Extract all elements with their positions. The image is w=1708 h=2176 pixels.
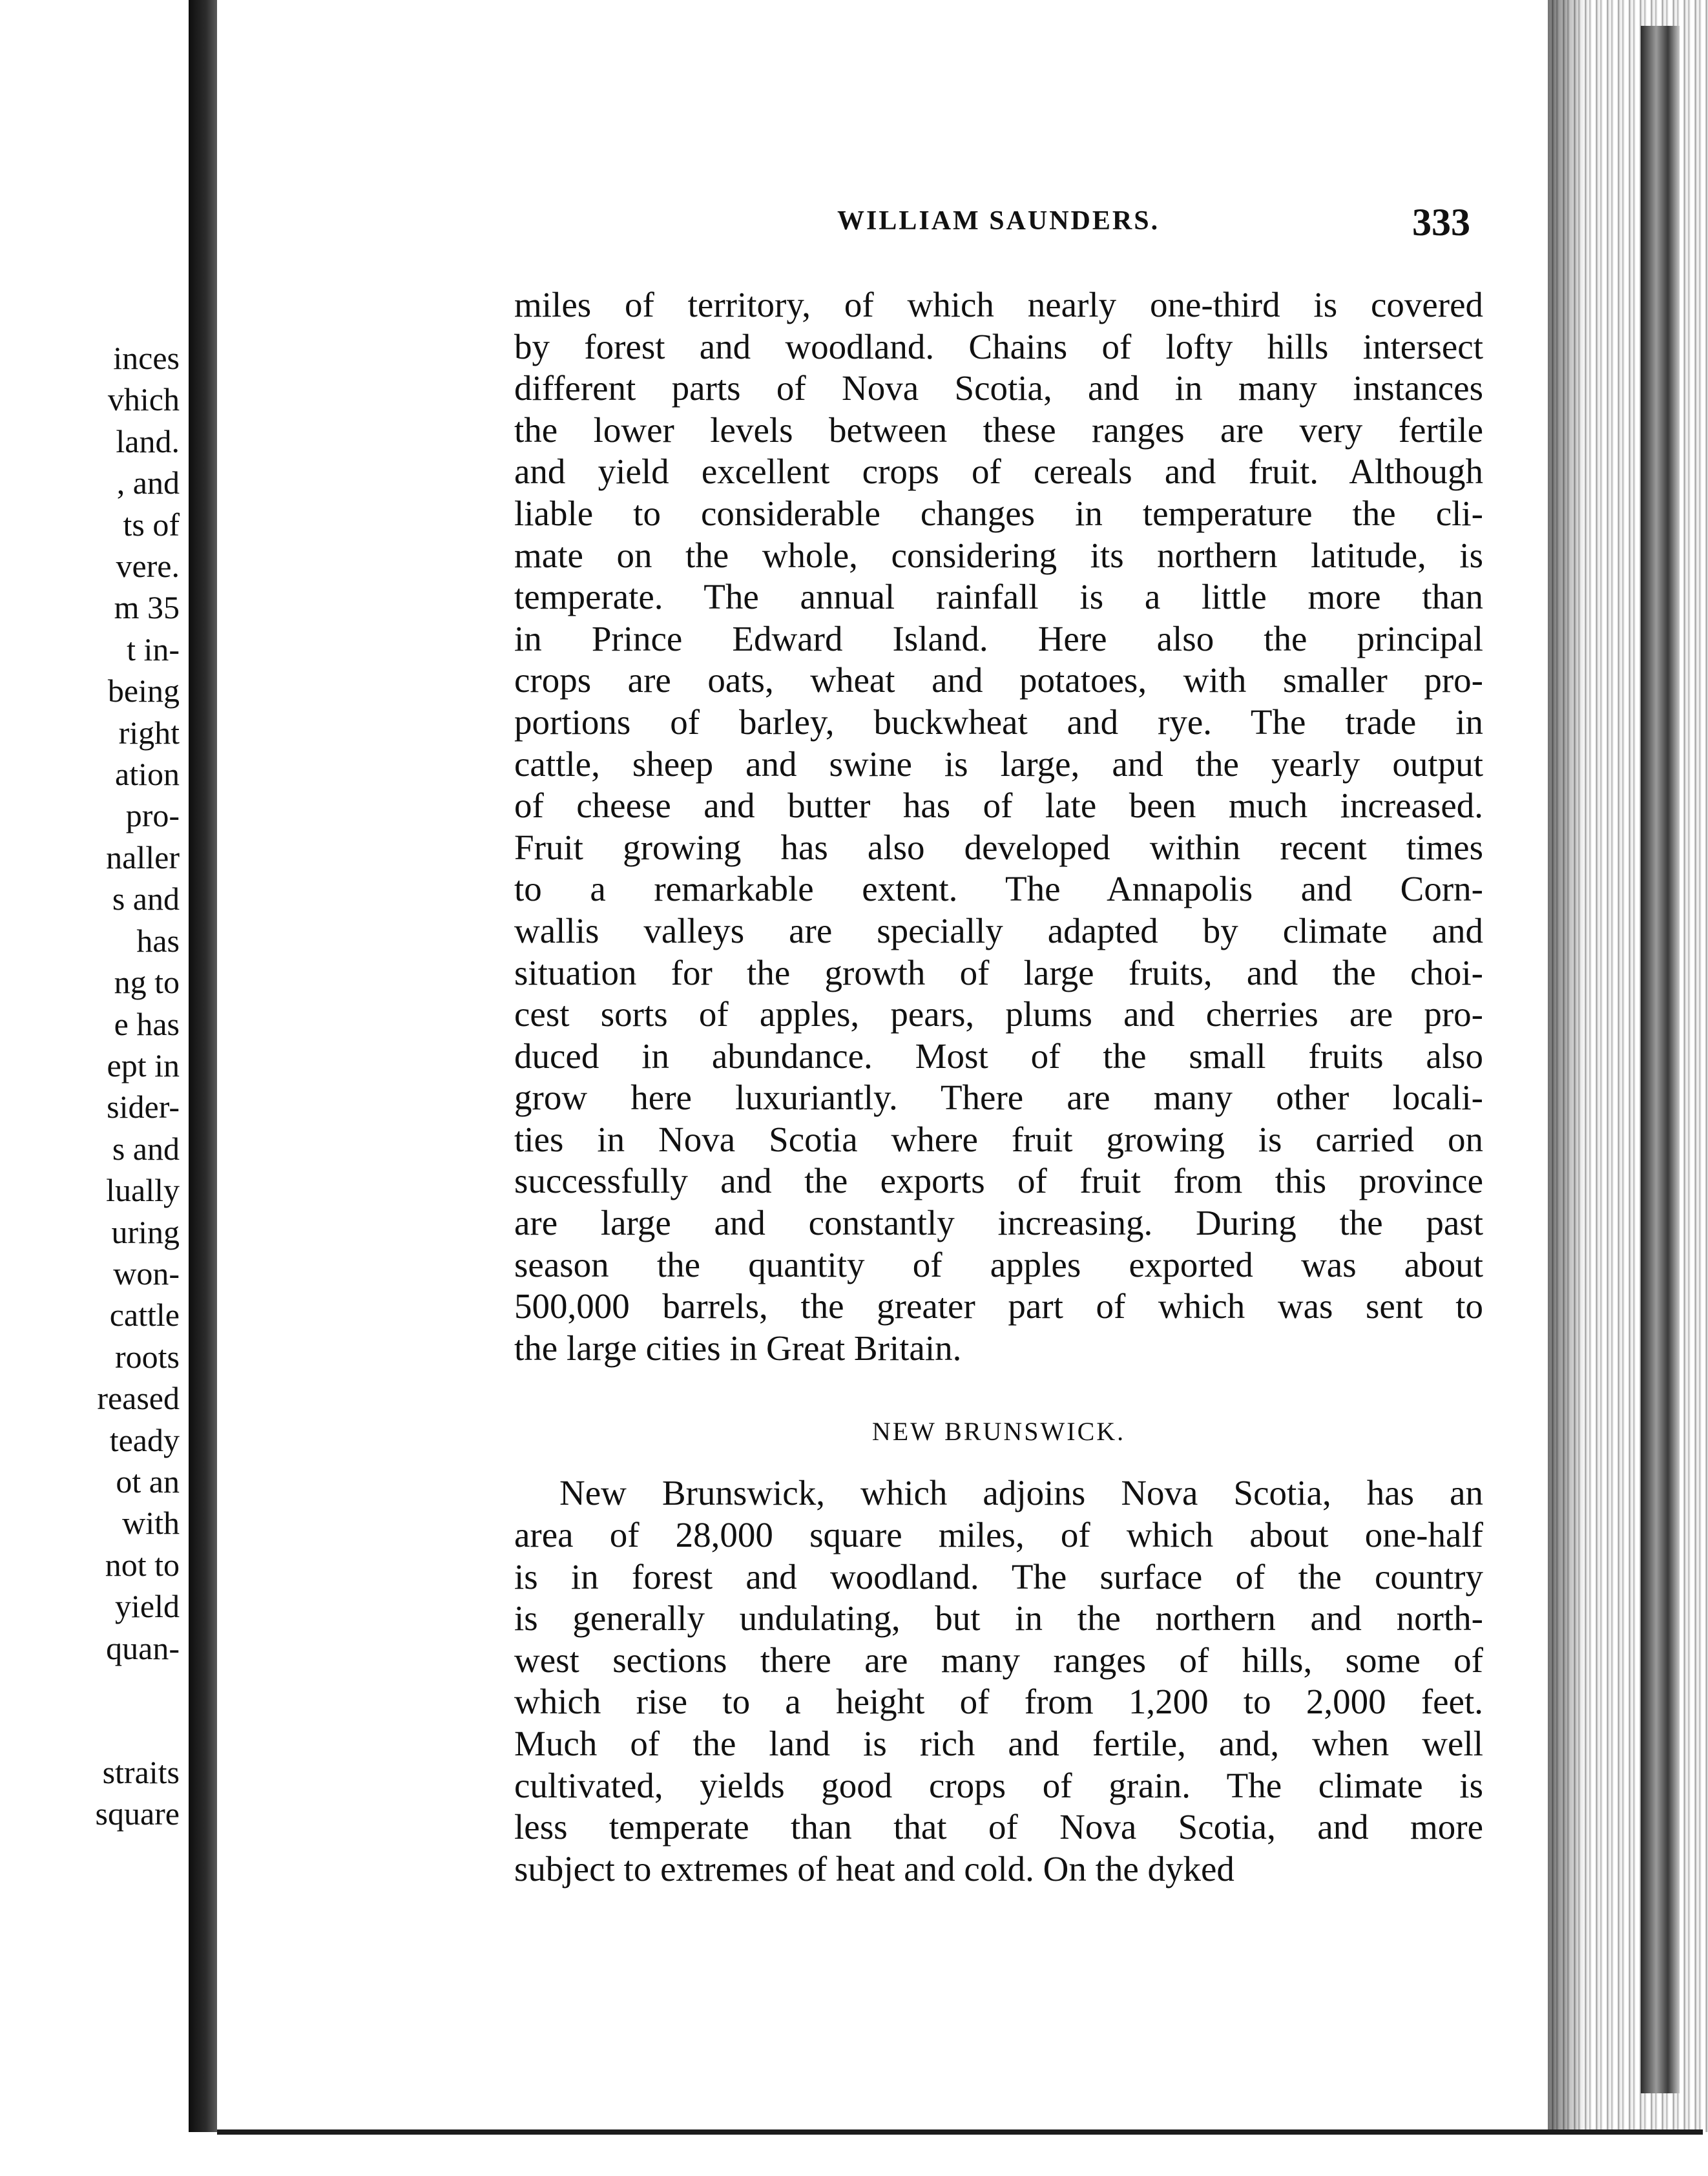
text-line: of cheese and butter has of late been much increased. bbox=[514, 786, 1483, 826]
text-line: is generally undulating, but in the northern and north- bbox=[514, 1598, 1483, 1638]
page-body bbox=[514, 284, 1483, 1890]
text-line: 500,000 barrels, the greater part of which was sent to bbox=[514, 1286, 1483, 1326]
text-line: liable to considerable changes in temperature the cli- bbox=[514, 493, 1483, 533]
text-line: subject to extremes of heat and cold. On the dyked bbox=[514, 1848, 1234, 1888]
previous-page-line: ation bbox=[115, 756, 180, 793]
page-bottom-edge bbox=[217, 2129, 1703, 2135]
text-line: wallis valleys are specially adapted by climate and bbox=[514, 910, 1483, 950]
previous-page-line: s and bbox=[112, 881, 180, 917]
previous-page-line: won- bbox=[113, 1255, 180, 1292]
previous-page-line: pro- bbox=[125, 797, 180, 834]
text-line: in Prince Edward Island. Here also the principal bbox=[514, 618, 1483, 658]
paragraph-new-brunswick bbox=[514, 1472, 1483, 1890]
previous-page-line: cattle bbox=[109, 1297, 180, 1334]
book-gutter bbox=[189, 0, 217, 2176]
previous-page-line: with bbox=[122, 1505, 180, 1542]
text-line: different parts of Nova Scotia, and in many instances bbox=[514, 368, 1483, 408]
text-line: the large cities in Great Britain. bbox=[514, 1328, 962, 1368]
text-line: is in forest and woodland. The surface of the country bbox=[514, 1556, 1483, 1596]
text-line: to a remarkable extent. The Annapolis and Corn- bbox=[514, 869, 1483, 909]
text-line: the lower levels between these ranges are very fertile bbox=[514, 410, 1483, 450]
text-line: season the quantity of apples exported was about bbox=[514, 1244, 1483, 1284]
previous-page-line: s and bbox=[112, 1130, 180, 1167]
previous-page-line: ept in bbox=[107, 1047, 180, 1083]
text-line: Much of the land is rich and fertile, and, when well bbox=[514, 1724, 1483, 1763]
text-line: ties in Nova Scotia where fruit growing is carried on bbox=[514, 1119, 1483, 1159]
previous-page-line: ts of bbox=[123, 506, 180, 543]
text-line: cultivated, yields good crops of grain. The climate is bbox=[514, 1765, 1483, 1805]
text-line: miles of territory, of which nearly one-third is covered bbox=[514, 285, 1483, 324]
text-line: cattle, sheep and swine is large, and the yearly output bbox=[514, 744, 1483, 784]
previous-page-line: right bbox=[118, 714, 180, 751]
previous-page-line: not to bbox=[105, 1546, 180, 1583]
previous-page-line: being bbox=[107, 673, 180, 709]
previous-page-line: yield bbox=[115, 1588, 180, 1625]
text-line: duced in abundance. Most of the small fruits also bbox=[514, 1036, 1483, 1076]
previous-page-line: quan- bbox=[106, 1629, 180, 1666]
page-edge-shade bbox=[1548, 0, 1587, 2176]
previous-page-line: roots bbox=[115, 1338, 180, 1375]
previous-page-gap bbox=[96, 1669, 180, 1752]
page-number: 333 bbox=[1412, 201, 1470, 244]
text-line: mate on the whole, considering its northern latitude, is bbox=[514, 535, 1483, 575]
previous-page-line: reased bbox=[97, 1380, 180, 1417]
previous-page-fragment bbox=[0, 0, 193, 2132]
page-edges-shadow bbox=[1641, 26, 1680, 2093]
previous-page-line: naller bbox=[106, 839, 180, 875]
previous-page-line: inces bbox=[113, 340, 180, 376]
previous-page-line: straits bbox=[102, 1754, 180, 1790]
section-heading: NEW BRUNSWICK. bbox=[871, 1417, 1126, 1447]
text-line: temperate. The annual rainfall is a little more than bbox=[514, 577, 1483, 617]
previous-page-line: vhich bbox=[107, 381, 180, 418]
text-line: are large and constantly increasing. During the past bbox=[514, 1203, 1483, 1243]
previous-page-line: m 35 bbox=[114, 589, 180, 626]
previous-page-line: square bbox=[95, 1795, 180, 1832]
text-line: less temperate than that of Nova Scotia, and more bbox=[514, 1807, 1483, 1847]
previous-page-line: ot an bbox=[116, 1463, 180, 1500]
text-line: successfully and the exports of fruit from this province bbox=[514, 1161, 1483, 1201]
previous-page-line: land. bbox=[116, 423, 180, 459]
current-page bbox=[217, 6, 1548, 2132]
text-line: portions of barley, buckwheat and rye. The trade in bbox=[514, 702, 1483, 742]
previous-page-line: lually bbox=[106, 1172, 180, 1209]
text-line: situation for the growth of large fruits, and the choi- bbox=[514, 952, 1483, 992]
text-line: by forest and woodland. Chains of lofty hills intersect bbox=[514, 326, 1483, 366]
previous-page-line: uring bbox=[111, 1213, 180, 1250]
previous-page-line: e has bbox=[114, 1005, 180, 1042]
previous-page-line: t in- bbox=[127, 631, 180, 667]
bottom-margin bbox=[0, 2132, 1708, 2176]
text-line: area of 28,000 square miles, of which about one-half bbox=[514, 1515, 1483, 1555]
previous-page-line: vere. bbox=[116, 548, 180, 585]
previous-page-line: ng to bbox=[114, 964, 180, 1001]
running-header bbox=[618, 198, 1496, 249]
previous-page-line: , and bbox=[116, 465, 180, 501]
previous-page-line: sider- bbox=[107, 1089, 180, 1125]
text-line: grow here luxuriantly. There are many other locali- bbox=[514, 1078, 1483, 1118]
running-title: WILLIAM SAUNDERS. bbox=[837, 206, 1160, 236]
paragraph-nova-scotia bbox=[514, 284, 1483, 1369]
text-line: which rise to a height of from 1,200 to 2,000 feet. bbox=[514, 1682, 1483, 1722]
previous-page-line: teady bbox=[109, 1421, 180, 1458]
previous-page-text bbox=[96, 337, 180, 1835]
text-line: and yield excellent crops of cereals and fruit. Although bbox=[514, 452, 1483, 492]
previous-page-line: has bbox=[136, 922, 180, 959]
text-line: New Brunswick, which adjoins Nova Scotia, has an bbox=[559, 1473, 1483, 1513]
text-line: west sections there are many ranges of hills, some of bbox=[514, 1640, 1483, 1680]
text-line: Fruit growing has also developed within recent times bbox=[514, 827, 1483, 867]
text-line: crops are oats, wheat and potatoes, with smaller pro- bbox=[514, 660, 1483, 700]
text-line: cest sorts of apples, pears, plums and cherries are pro- bbox=[514, 994, 1483, 1034]
